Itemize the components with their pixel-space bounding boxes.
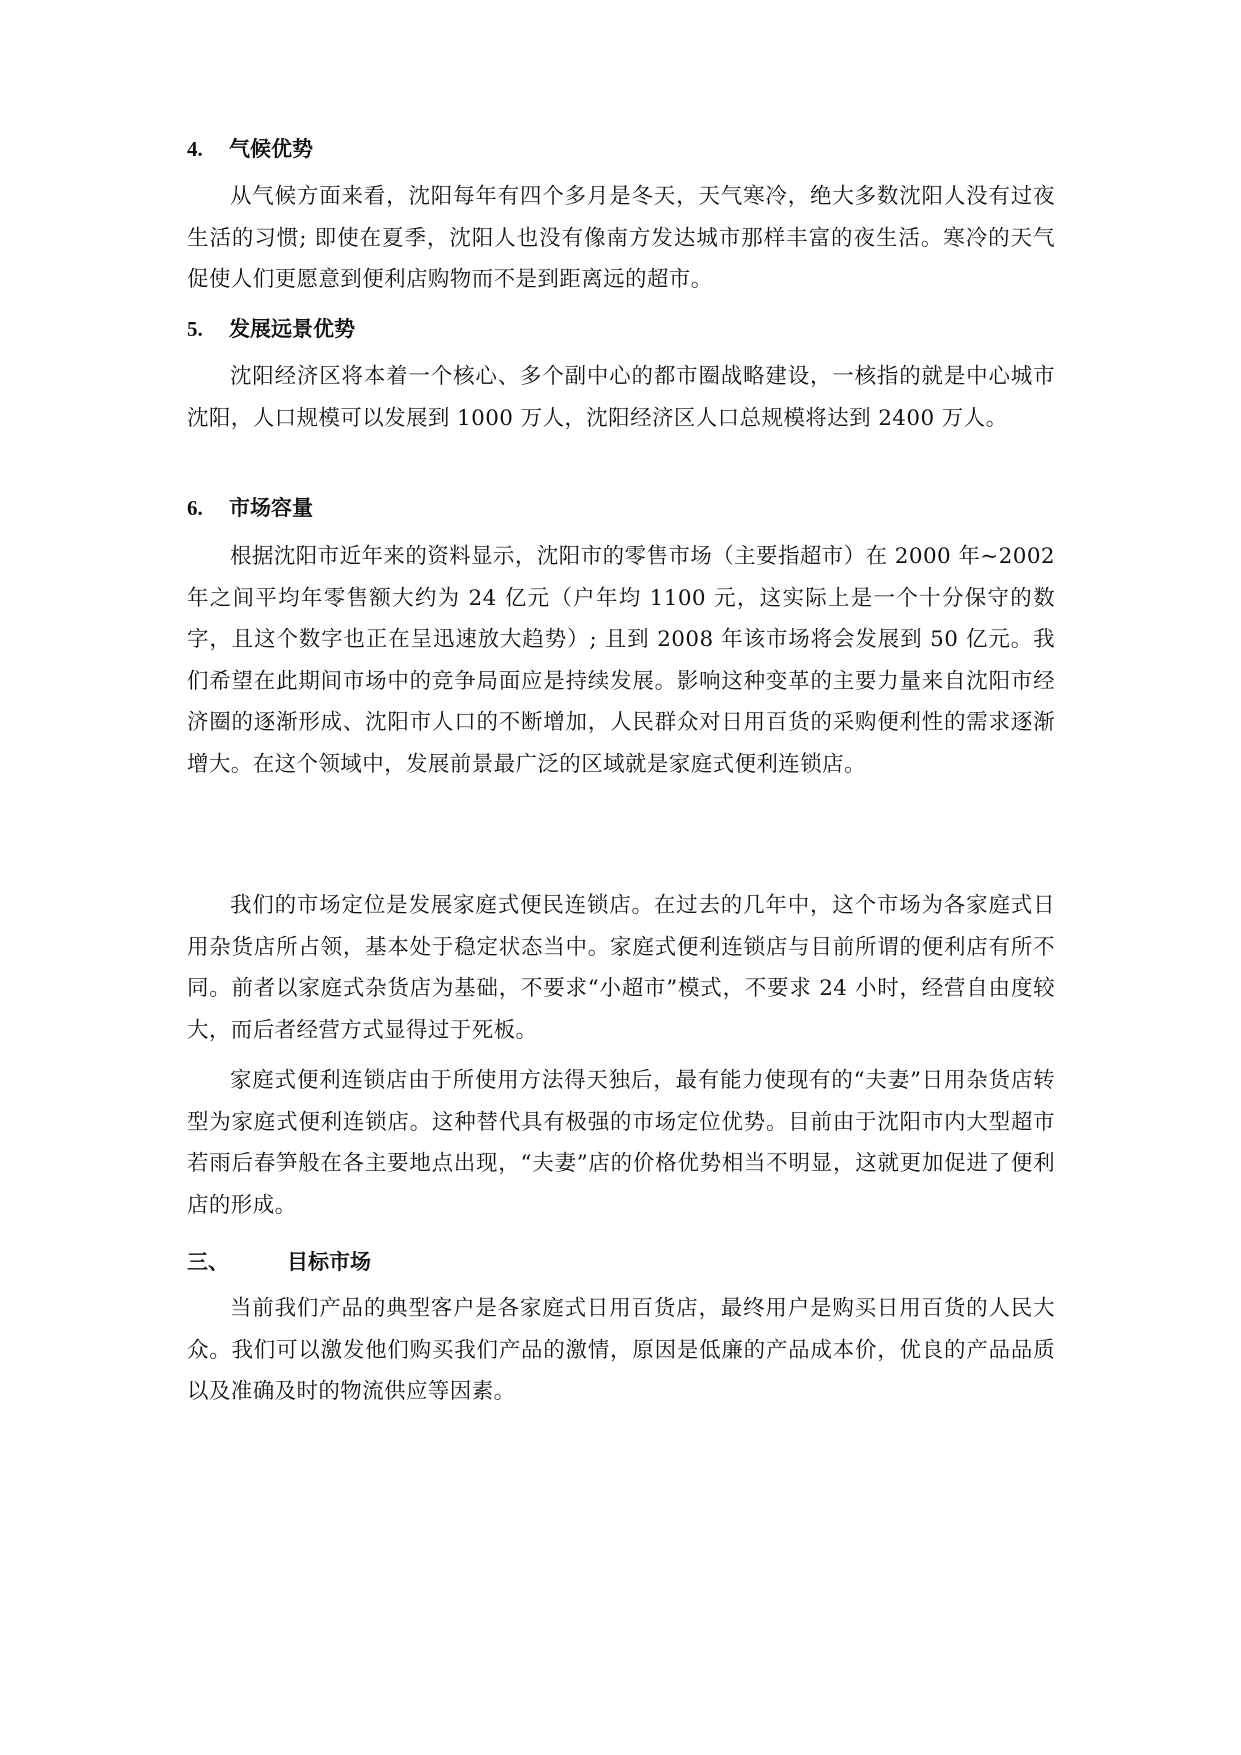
- paragraph: 沈阳经济区将本着一个核心、多个副中心的都市圈战略建设，一核指的就是中心城市沈阳，人口规模可以发展到 1000 万人，沈阳经济区人口总规模将达到 2400 万人。: [187, 364, 1055, 431]
- section-title: 市场容量: [229, 496, 313, 520]
- paragraph: 根据沈阳市近年来的资料显示，沈阳市的零售市场（主要指超市）在 2000 年~2002 年之间平均年零售额大约为 24 亿元（户年均 1100 元，这实际上是一个十分保守的数字，且这个数字也正在呈迅速放大趋势）; 且到 2008 年该市场将会发展到 50 亿元。我们希望在此期间市场中的竞争局面应是持续发展。影响这种变革的主要力量来自沈阳市经济圈的逐渐形成、沈阳市人口的不断增加，人民群众对日用百货的采购便利性的需求逐渐增大。在这个领域中，发展前景最广泛的区域就是家庭式便利连锁店。: [187, 544, 1055, 777]
- section-number: 三、: [187, 1250, 229, 1274]
- paragraph: 家庭式便利连锁店由于所使用方法得天独后，最有能力使现有的“夫妻”日用杂货店转型为家庭式便利连锁店。这种替代具有极强的市场定位优势。目前由于沈阳市内大型超市若雨后春笋般在各主要地点出现，“夫妻”店的价格优势相当不明显，这就更加促进了便利店的形成。: [187, 1068, 1055, 1218]
- section-heading-3: [187, 1247, 1055, 1277]
- section-number: 4.: [187, 137, 203, 161]
- paragraph: 当前我们产品的典型客户是各家庭式日用百货店，最终用户是购买日用百货的人民大众。我们可以激发他们购买我们产品的激情，原因是低廉的产品成本价，优良的产品品质以及准确及时的物流供应等因素。: [187, 1296, 1055, 1404]
- paragraph: 从气候方面来看，沈阳每年有四个多月是冬天，天气寒冷，绝大多数沈阳人没有过夜生活的习惯; 即使在夏季，沈阳人也没有像南方发达城市那样丰富的夜生活。寒冷的天气促使人们更愿意到便利店购物而不是到距离远的超市。: [187, 184, 1055, 292]
- section-heading-5: [187, 314, 1055, 344]
- section-title: 发展远景优势: [229, 317, 355, 341]
- section-number: 5.: [187, 317, 203, 341]
- section-heading-4: [187, 134, 1055, 164]
- section-title: 气候优势: [229, 137, 313, 161]
- paragraph: 我们的市场定位是发展家庭式便民连锁店。在过去的几年中，这个市场为各家庭式日用杂货店所占领，基本处于稳定状态当中。家庭式便利连锁店与目前所谓的便利店有所不同。前者以家庭式杂货店为基础，不要求“小超市”模式，不要求 24 小时，经营自由度较大，而后者经营方式显得过于死板。: [187, 893, 1055, 1043]
- section-number: 6.: [187, 496, 203, 520]
- section-title: 目标市场: [287, 1250, 371, 1274]
- section-heading-6: [187, 493, 1055, 523]
